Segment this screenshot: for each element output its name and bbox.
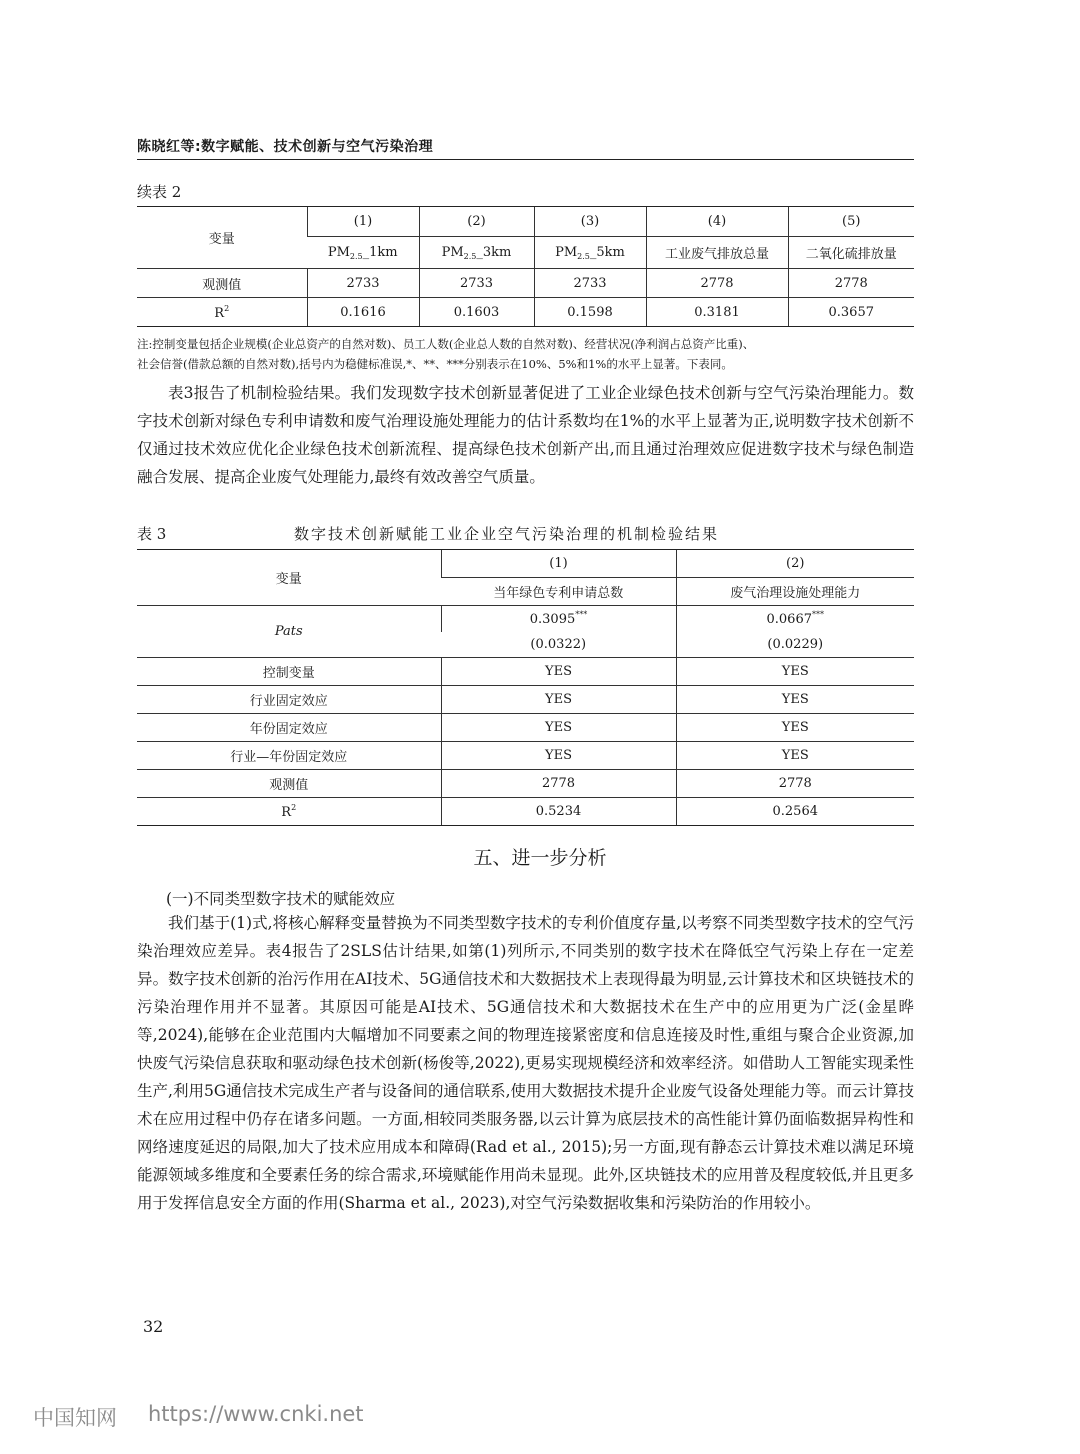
table2-colnum-5: (5) [788,207,914,237]
table3-coef-1: 0.3095*** [441,606,676,632]
table2-colnum-3: (3) [534,207,646,237]
table2-note-line1: 注:控制变量包括企业规模(企业总资产的自然对数)、员工人数(企业总人数的自然对数)、经营状况(净利润占总资产比重)、 [137,337,755,351]
row-label: 行业—年份固定效应 [137,742,441,770]
table2-var-header: 变量 [137,207,307,269]
page-number: 32 [143,1317,164,1336]
table3 [137,549,914,826]
table2-colnum-1: (1) [307,207,419,237]
cnki-logo: 中国知网 [33,1406,117,1430]
table2-row-r2 [137,298,914,327]
table2-note-line2: 社会信誉(借款总额的自然对数),括号内为稳健标准误,*、**、***分别表示在10%、5%和1%的水平上显著。下表同。 [137,357,733,371]
row-label: 观测值 [137,269,307,298]
cell: YES [441,686,676,714]
row-label: 控制变量 [137,658,441,686]
table2-row-obs [137,269,914,298]
cell: YES [676,658,914,686]
paragraph-mechanism: 表3报告了机制检验结果。我们发现数字技术创新显著促进了工业企业绿色技术创新与空气污染治理能力。数字技术创新对绿色专利申请数和废气治理设施处理能力的估计系数均在1%的水平上显著为正,说明数字技术创新不仅通过技术效应优化企业绿色技术创新流程、提高绿色技术创新产出,而且通过治理效应促进数字技术与绿色制造融合发展、提高企业废气处理能力,最终有效改善空气质量。 [137,384,914,486]
cell: 0.1603 [419,298,534,327]
table3-colnum-1: (1) [441,550,676,578]
cell: 2733 [419,269,534,298]
cell: 2733 [534,269,646,298]
cell: 2778 [788,269,914,298]
cell: YES [676,742,914,770]
cell: 0.3657 [788,298,914,327]
cell: 0.3181 [646,298,788,327]
row-label: $R^2$ [137,798,441,826]
cell: 0.1616 [307,298,419,327]
table2-colname-2: $PM_{2.5}\_3km$ [419,237,534,269]
table3-var-header: 变量 [137,550,441,606]
cell: 2733 [307,269,419,298]
cell: 2778 [646,269,788,298]
row-label: $R^2$ [137,298,307,327]
table3-coef-2: 0.0667*** [676,606,914,632]
table2-colname-4: 工业废气排放总量 [646,237,788,269]
subsection-title: (一)不同类型数字技术的赋能效应 [166,890,396,908]
table2-colnum-2: (2) [419,207,534,237]
table-row [137,770,914,798]
table2-colname-3: $PM_{2.5}\_5km$ [534,237,646,269]
cnki-url[interactable]: https://www.cnki.net [148,1402,364,1426]
table3-se-1: (0.0322) [530,636,587,652]
cell: YES [441,742,676,770]
cell: YES [441,714,676,742]
paragraph-further-analysis: 我们基于(1)式,将核心解释变量替换为不同类型数字技术的专利价值度存量,以考察不同类型数字技术的空气污染治理效应差异。表4报告了2SLS估计结果,如第(1)列所示,不同类别的数字技术在降低空气污染上存在一定差异。数字技术创新的治污作用在AI技术、5G通信技术和大数据技术上表现得最为明显,云计算技术和区块链技术的污染治理作用并不显著。其原因可能是AI技术、5G通信技术和大数据技术在生产中的应用更为广泛(金星晔等,2024),能够在企业范围内大幅增加不同要素之间的物理连接紧密度和信息连接及时性,重组与聚合企业资源,加快废气污染信息获取和驱动绿色技术创新(杨俊等,2022),更易实现规模经济和效率经济。如借助人工智能实现柔性生产,利用5G通信技术完成生产者与设备间的通信联系,使用大数据技术提升企业废气设备处理能力等。而云计算技术在应用过程中仍存在诸多问题。一方面,相较同类服务器,以云计算为底层技术的高性能计算仍面临数据异构性和网络速度延迟的局限,加大了技术应用成本和障碍(Rad et al., 2015);另一方面,现有静态云计算技术难以满足环境能源领域多维度和全要素任务的综合需求,环境赋能作用尚未显现。此外,区块链技术的应用普及程度较低,并且更多用于发挥信息安全方面的作用(Sharma et al., 2023),对空气污染数据收集和污染防治的作用较小。 [137,914,914,1212]
table-row [137,742,914,770]
table3-se-2: (0.0229) [676,632,914,658]
cell: 0.1598 [534,298,646,327]
table2 [137,206,914,327]
running-header: 陈晓红等:数字赋能、技术创新与空气污染治理 [137,139,434,155]
row-label: 行业固定效应 [137,686,441,714]
table3-label: 表 3 [137,525,167,543]
header-rule [137,159,914,160]
table3-colname-1: 当年绿色专利申请总数 [441,578,676,606]
cell: 2778 [441,770,676,798]
table-row [137,798,914,826]
cell: 0.2564 [676,798,914,826]
row-label: 观测值 [137,770,441,798]
cell: 0.5234 [441,798,676,826]
table3-pats-label: Pats [137,606,441,658]
table-row [137,658,914,686]
table3-title: 数字技术创新赋能工业企业空气污染治理的机制检验结果 [294,525,720,543]
table-row [137,714,914,742]
row-label: 年份固定效应 [137,714,441,742]
table2-caption: 续表 2 [137,183,182,201]
table2-colname-1: $PM_{2.5}\_1km$ [307,237,419,269]
table3-colname-2: 废气治理设施处理能力 [676,578,914,606]
cell: YES [676,714,914,742]
table3-colnum-2: (2) [676,550,914,578]
cell: 2778 [676,770,914,798]
cell: YES [676,686,914,714]
table-row [137,686,914,714]
table2-colname-5: 二氧化硫排放量 [788,237,914,269]
cell: YES [441,658,676,686]
section-title: 五、进一步分析 [473,847,607,869]
table2-colnum-4: (4) [646,207,788,237]
